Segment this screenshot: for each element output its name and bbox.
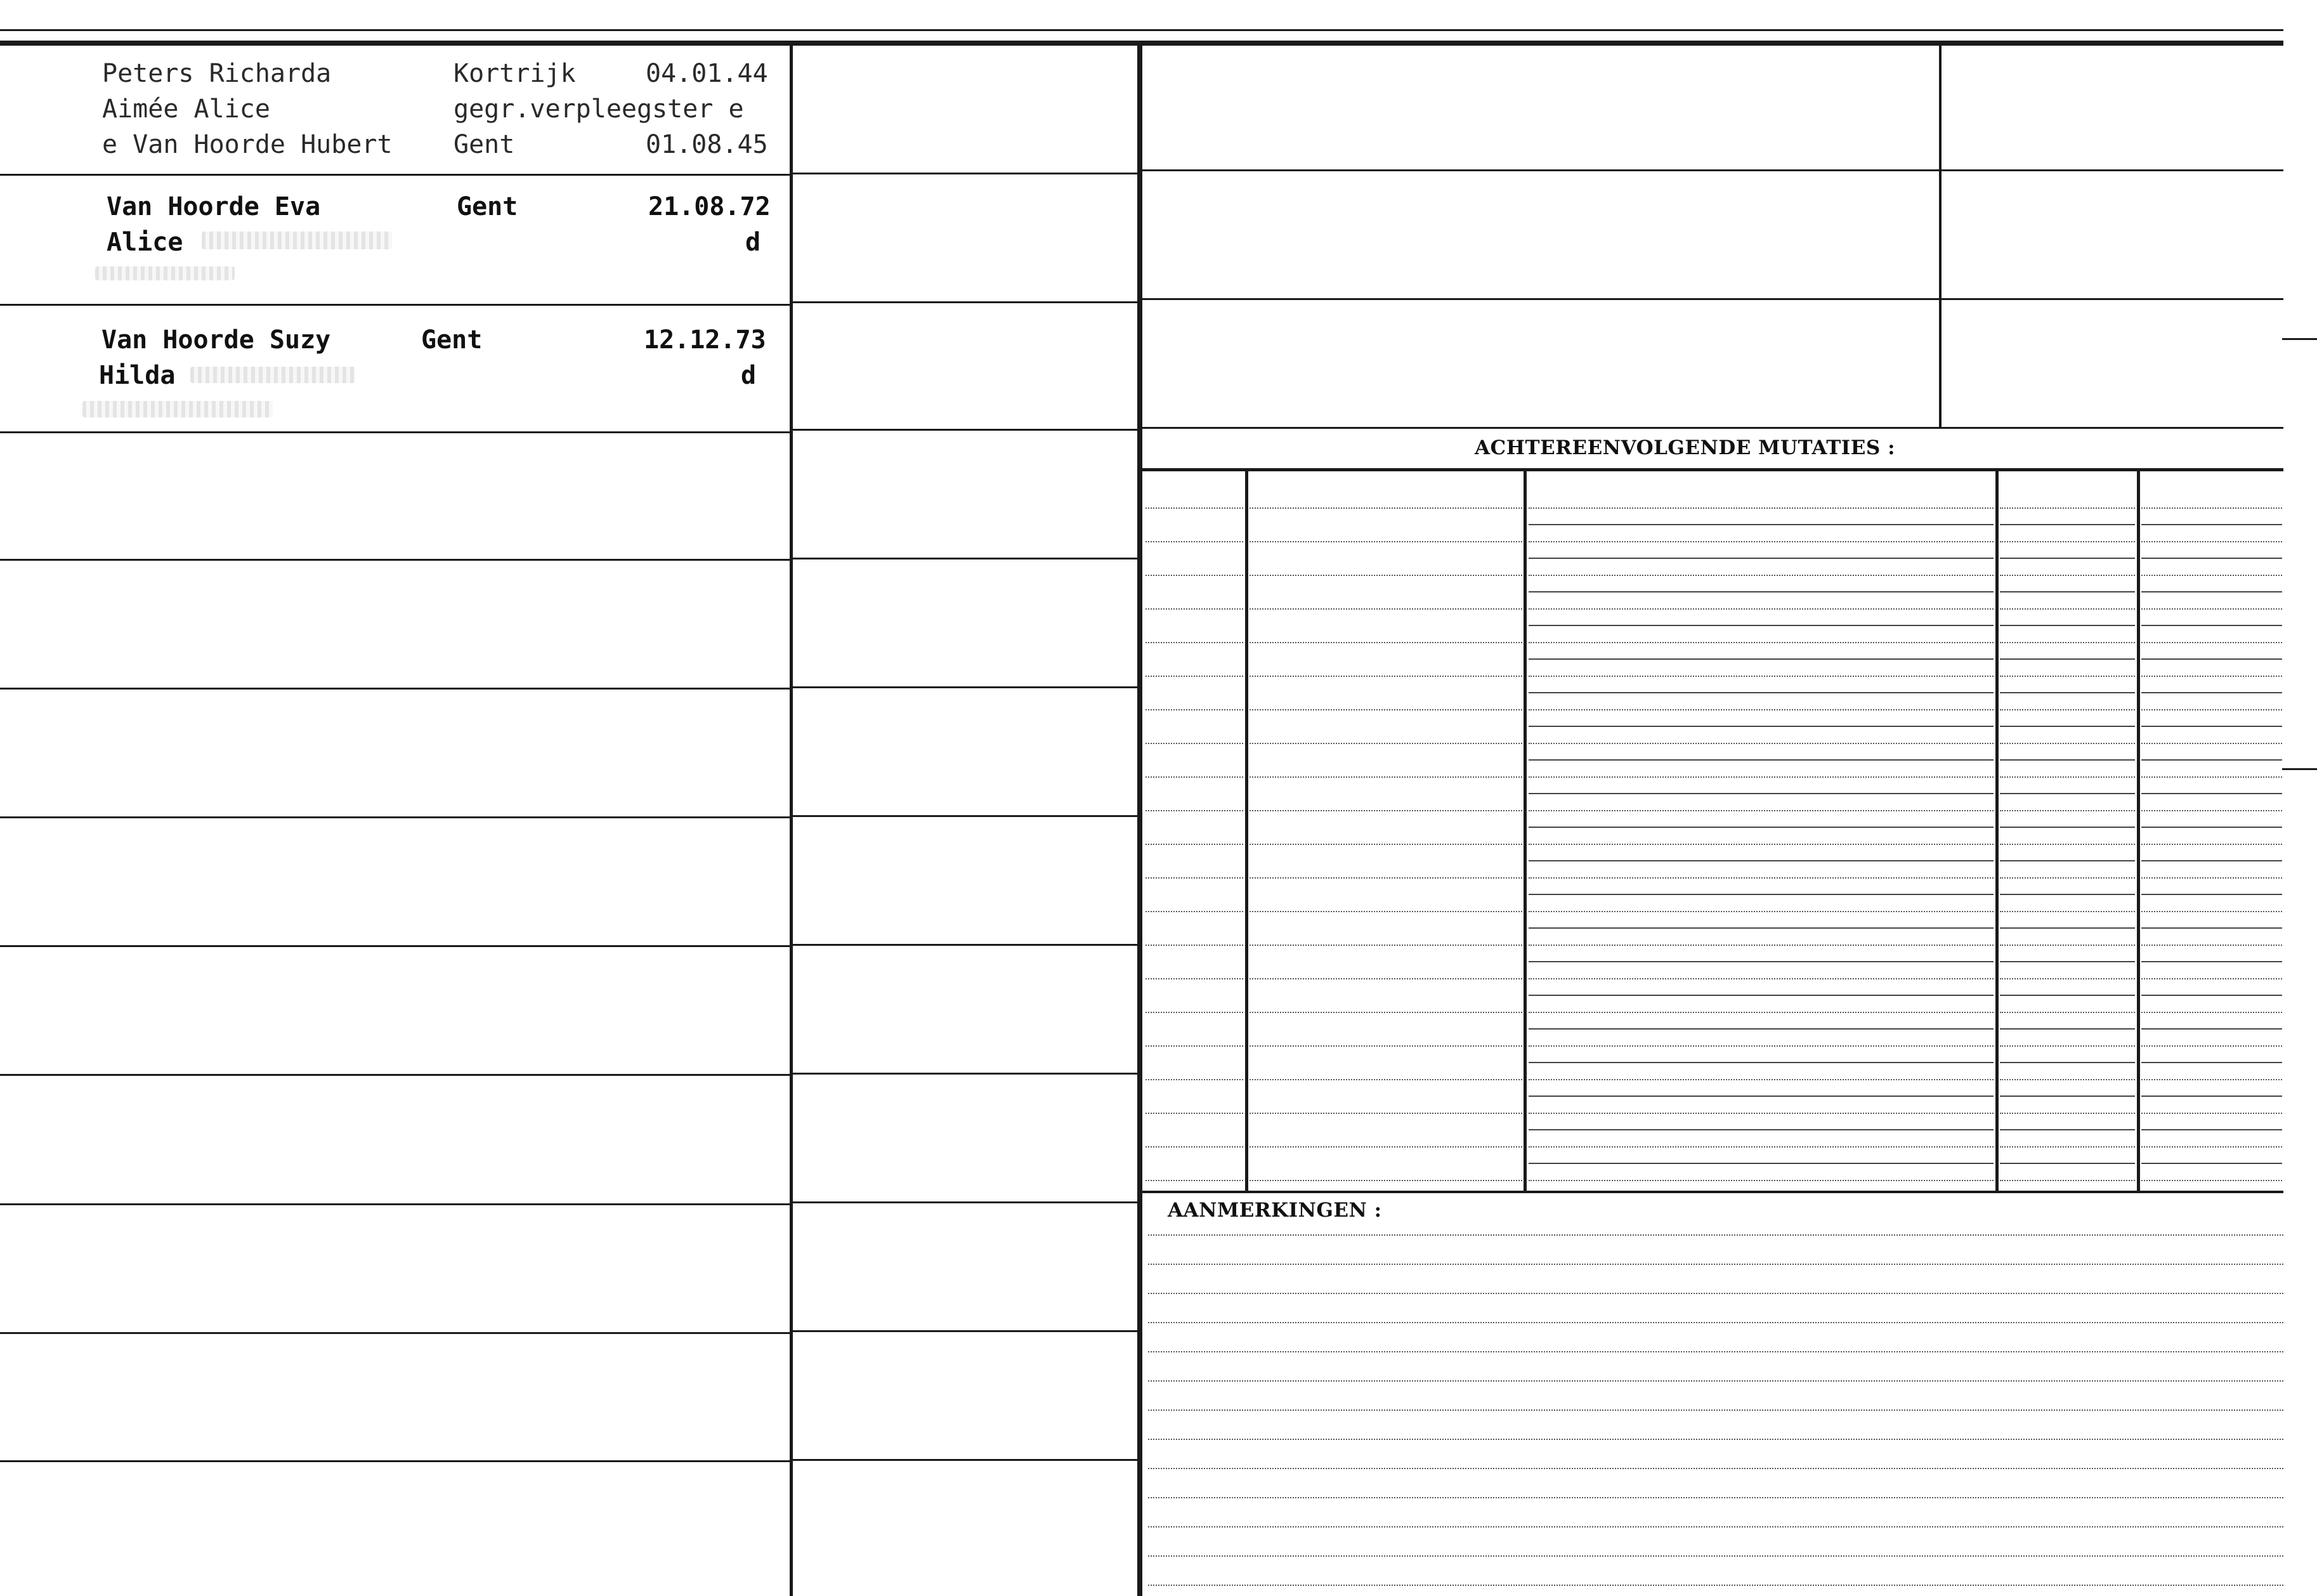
mutation-solid-rule — [2141, 558, 2282, 559]
mutation-rule-line — [2141, 541, 2282, 542]
row-line — [0, 431, 792, 433]
mutation-solid-rule — [2000, 625, 2135, 626]
mutation-solid-rule — [2000, 793, 2135, 794]
mutation-solid-rule — [1529, 558, 1994, 559]
mutation-rule-line — [1145, 810, 1243, 811]
mutation-rule-line — [1145, 541, 1243, 542]
mid-row-line — [793, 1201, 1137, 1203]
entry-1-place-line-2: gegr.verpleegster e — [454, 95, 744, 124]
mutation-solid-rule — [2141, 625, 2282, 626]
mutation-rule-line — [2000, 1146, 2135, 1148]
entry-3-date-line-2: d — [741, 361, 757, 390]
mutation-solid-rule — [2000, 1028, 2135, 1030]
entry-1-place-line-3: Gent — [454, 130, 515, 159]
mid-row-line — [793, 558, 1137, 559]
mutation-rule-line — [2000, 1180, 2135, 1181]
mutation-rule-line — [2141, 642, 2282, 643]
mutation-rule-line — [2000, 709, 2135, 710]
mutation-rule-line — [1250, 911, 1522, 912]
mutation-solid-rule — [1529, 658, 1994, 660]
row-line — [0, 174, 792, 176]
mutation-rule-line — [2141, 877, 2282, 879]
mutation-rule-line — [1529, 1113, 1994, 1114]
mutation-solid-rule — [2141, 793, 2282, 794]
remark-rule-line — [1148, 1526, 2283, 1527]
mutation-solid-rule — [2000, 524, 2135, 525]
mutation-solid-rule — [2000, 658, 2135, 660]
remark-rule-line — [1148, 1322, 2283, 1323]
mutation-solid-rule — [2141, 1028, 2282, 1030]
mutation-rule-line — [1529, 776, 1994, 778]
mutation-rule-line — [2000, 776, 2135, 778]
remark-rule-line — [1148, 1234, 2283, 1236]
mutation-rule-line — [2141, 945, 2282, 946]
mutation-rule-line — [1529, 1045, 1994, 1047]
mutation-solid-rule — [1529, 1096, 1994, 1097]
mutation-solid-rule — [1529, 927, 1994, 929]
mutation-rule-line — [2000, 507, 2135, 509]
remark-rule-line — [1148, 1293, 2283, 1294]
mutations-col-4 — [2137, 471, 2140, 1192]
entry-3-name-line-2: Hilda — [99, 361, 176, 390]
mutation-rule-line — [2000, 978, 2135, 979]
mutation-rule-line — [2000, 608, 2135, 610]
mutation-rule-line — [2141, 1079, 2282, 1080]
entry-2-name-line-1: Van Hoorde Eva — [107, 192, 321, 221]
edge-tick — [2282, 768, 2317, 770]
mutation-solid-rule — [2141, 995, 2282, 996]
mutation-rule-line — [1529, 911, 1994, 912]
mutation-rule-line — [1250, 1113, 1522, 1114]
erased-text-smudge — [190, 367, 355, 383]
mutation-solid-rule — [2000, 827, 2135, 828]
mutation-rule-line — [1529, 1079, 1994, 1080]
mid-column-divider — [1137, 42, 1142, 1596]
mutation-rule-line — [2000, 1079, 2135, 1080]
mutation-rule-line — [1145, 911, 1243, 912]
mutation-rule-line — [1145, 1180, 1243, 1181]
mutation-rule-line — [1250, 1180, 1522, 1181]
mutation-rule-line — [1145, 1079, 1243, 1080]
mutation-solid-rule — [2141, 759, 2282, 761]
row-line — [0, 1074, 792, 1076]
mutation-rule-line — [2000, 575, 2135, 576]
mutation-rule-line — [1145, 743, 1243, 744]
mutation-solid-rule — [1529, 961, 1994, 962]
upper-right-row-line — [1142, 298, 2283, 300]
mutation-rule-line — [2141, 911, 2282, 912]
mutation-rule-line — [1145, 1113, 1243, 1114]
mutation-solid-rule — [1529, 1028, 1994, 1030]
mutation-rule-line — [2141, 608, 2282, 610]
mutation-rule-line — [2000, 877, 2135, 879]
mutation-rule-line — [1145, 642, 1243, 643]
mid-row-line — [793, 686, 1137, 688]
erased-text-smudge — [82, 401, 273, 417]
left-column-divider — [790, 42, 793, 1596]
mutation-rule-line — [2141, 776, 2282, 778]
mutation-rule-line — [1145, 945, 1243, 946]
mutation-solid-rule — [2000, 961, 2135, 962]
mutation-rule-line — [1250, 608, 1522, 610]
mutation-solid-rule — [2141, 894, 2282, 895]
mutation-solid-rule — [2141, 524, 2282, 525]
mutation-rule-line — [1250, 743, 1522, 744]
mutation-rule-line — [1250, 709, 1522, 710]
mutation-rule-line — [2000, 810, 2135, 811]
remark-rule-line — [1148, 1497, 2283, 1498]
mutation-rule-line — [1529, 575, 1994, 576]
entry-1-date-line-1: 04.01.44 — [646, 59, 768, 88]
mutation-solid-rule — [1529, 894, 1994, 895]
mutation-rule-line — [1250, 1012, 1522, 1013]
entry-1-name-line-3: e Van Hoorde Hubert — [102, 130, 393, 159]
row-line — [0, 304, 792, 306]
mutation-rule-line — [1250, 642, 1522, 643]
mutation-solid-rule — [2000, 1096, 2135, 1097]
mutation-solid-rule — [2000, 759, 2135, 761]
remark-rule-line — [1148, 1468, 2283, 1469]
mutation-rule-line — [2000, 1012, 2135, 1013]
mutation-solid-rule — [2141, 1096, 2282, 1097]
mutation-solid-rule — [2141, 961, 2282, 962]
mutation-solid-rule — [2141, 726, 2282, 727]
entry-3-place-line-1: Gent — [421, 325, 483, 355]
mutation-solid-rule — [1529, 1163, 1994, 1164]
mutation-solid-rule — [2000, 1129, 2135, 1130]
erased-text-smudge — [95, 266, 235, 280]
mutation-solid-rule — [2141, 692, 2282, 693]
mutation-rule-line — [1250, 978, 1522, 979]
mutation-rule-line — [2000, 541, 2135, 542]
mutation-rule-line — [1145, 676, 1243, 677]
mutation-rule-line — [1529, 810, 1994, 811]
entry-2-name-line-2: Alice — [107, 228, 183, 257]
mutation-solid-rule — [1529, 759, 1994, 761]
row-line — [0, 1332, 792, 1334]
remark-rule-line — [1148, 1555, 2283, 1557]
mutation-rule-line — [1529, 844, 1994, 845]
mutation-rule-line — [1529, 608, 1994, 610]
row-line — [0, 945, 792, 947]
mutation-rule-line — [2141, 676, 2282, 677]
mutation-solid-rule — [2141, 1129, 2282, 1130]
mutation-solid-rule — [1529, 860, 1994, 861]
mutation-rule-line — [1145, 1146, 1243, 1148]
mutation-rule-line — [2141, 507, 2282, 509]
mutation-solid-rule — [2141, 591, 2282, 592]
mutation-rule-line — [2141, 1146, 2282, 1148]
mutation-solid-rule — [2141, 860, 2282, 861]
mutation-rule-line — [2141, 1045, 2282, 1047]
mutation-solid-rule — [1529, 524, 1994, 525]
mutation-solid-rule — [2000, 1062, 2135, 1063]
mutations-col-1 — [1245, 471, 1248, 1192]
remark-rule-line — [1148, 1264, 2283, 1265]
upper-right-row-line — [1142, 427, 2283, 429]
entry-1-place-line-1: Kortrijk — [454, 59, 576, 88]
mutation-solid-rule — [2141, 927, 2282, 929]
mutation-rule-line — [1529, 642, 1994, 643]
entry-3-name-line-1: Van Hoorde Suzy — [101, 325, 331, 355]
upper-right-row-line — [1142, 169, 2283, 171]
entry-1-name-line-1: Peters Richarda — [102, 59, 332, 88]
mutation-solid-rule — [1529, 1062, 1994, 1063]
mutation-solid-rule — [2000, 894, 2135, 895]
mutation-rule-line — [1529, 978, 1994, 979]
mutation-rule-line — [2000, 945, 2135, 946]
mutation-rule-line — [1250, 1079, 1522, 1080]
mutation-solid-rule — [2141, 827, 2282, 828]
entry-2-date-line-2: d — [745, 228, 761, 257]
erased-text-smudge — [202, 232, 392, 249]
mid-row-line — [793, 429, 1137, 431]
mutation-rule-line — [2000, 1045, 2135, 1047]
mutation-rule-line — [2141, 1012, 2282, 1013]
entry-1-name-line-2: Aimée Alice — [102, 95, 270, 124]
mutation-rule-line — [1145, 1012, 1243, 1013]
mutation-solid-rule — [1529, 625, 1994, 626]
mid-row-line — [793, 1330, 1137, 1332]
mutation-solid-rule — [1529, 793, 1994, 794]
mutation-rule-line — [1250, 1045, 1522, 1047]
remark-rule-line — [1148, 1585, 2283, 1586]
mutation-rule-line — [1145, 1045, 1243, 1047]
mutation-rule-line — [2000, 911, 2135, 912]
mutation-rule-line — [1529, 709, 1994, 710]
mutation-solid-rule — [2000, 1163, 2135, 1164]
mutations-col-2 — [1524, 471, 1527, 1192]
mutation-rule-line — [1250, 877, 1522, 879]
mutation-rule-line — [2000, 676, 2135, 677]
mutation-rule-line — [1529, 1012, 1994, 1013]
mutation-rule-line — [2000, 1113, 2135, 1114]
mutation-rule-line — [2000, 743, 2135, 744]
entry-2-date-line-1: 21.08.72 — [648, 192, 771, 221]
row-line — [0, 816, 792, 818]
mutation-rule-line — [1145, 844, 1243, 845]
mutation-rule-line — [1529, 1180, 1994, 1181]
remark-rule-line — [1148, 1439, 2283, 1440]
mid-row-line — [793, 301, 1137, 303]
mutation-rule-line — [1145, 575, 1243, 576]
mutation-rule-line — [1250, 844, 1522, 845]
mutation-rule-line — [2141, 1113, 2282, 1114]
mid-row-line — [793, 1459, 1137, 1461]
mutation-rule-line — [1145, 776, 1243, 778]
mutation-solid-rule — [1529, 692, 1994, 693]
mid-row-line — [793, 1073, 1137, 1075]
top-thin-border — [0, 29, 2283, 31]
entry-1-date-line-3: 01.08.45 — [646, 130, 768, 159]
mutation-solid-rule — [2000, 558, 2135, 559]
mutation-solid-rule — [2141, 1062, 2282, 1063]
mutation-solid-rule — [2141, 1163, 2282, 1164]
remark-rule-line — [1148, 1380, 2283, 1382]
mid-row-line — [793, 815, 1137, 817]
mutation-rule-line — [1250, 810, 1522, 811]
mid-row-line — [793, 944, 1137, 946]
mutation-rule-line — [1145, 507, 1243, 509]
mutation-rule-line — [2141, 810, 2282, 811]
mutation-rule-line — [1145, 709, 1243, 710]
mutation-solid-rule — [1529, 995, 1994, 996]
upper-right-divider — [1939, 42, 1942, 428]
mutation-rule-line — [1145, 877, 1243, 879]
mutation-rule-line — [2141, 978, 2282, 979]
row-line — [0, 559, 792, 561]
mutation-rule-line — [1250, 541, 1522, 542]
mutation-rule-line — [2141, 709, 2282, 710]
mutations-header-line — [1142, 468, 2283, 471]
mutation-solid-rule — [2000, 927, 2135, 929]
mutations-title: ACHTEREENVOLGENDE MUTATIES : — [1475, 436, 1896, 459]
remarks-title: AANMERKINGEN : — [1168, 1199, 1382, 1222]
mutation-rule-line — [1529, 541, 1994, 542]
mutation-rule-line — [2141, 1180, 2282, 1181]
edge-tick — [2282, 338, 2317, 340]
mutation-rule-line — [2141, 575, 2282, 576]
mutation-rule-line — [1529, 1146, 1994, 1148]
row-line — [0, 1460, 792, 1462]
mutation-solid-rule — [1529, 726, 1994, 727]
mutation-rule-line — [1529, 743, 1994, 744]
mutation-solid-rule — [1529, 591, 1994, 592]
remark-rule-line — [1148, 1351, 2283, 1352]
mutation-solid-rule — [2000, 726, 2135, 727]
mutation-rule-line — [1250, 676, 1522, 677]
mutation-rule-line — [1529, 676, 1994, 677]
row-line — [0, 1203, 792, 1205]
mutation-rule-line — [1529, 945, 1994, 946]
mutation-solid-rule — [2000, 995, 2135, 996]
mutations-bottom-line — [1142, 1191, 2283, 1193]
remark-rule-line — [1148, 1410, 2283, 1411]
mid-row-line — [793, 173, 1137, 174]
mutation-rule-line — [2141, 844, 2282, 845]
mutation-solid-rule — [2000, 591, 2135, 592]
mutation-rule-line — [1250, 945, 1522, 946]
mutation-solid-rule — [2000, 692, 2135, 693]
mutation-rule-line — [1145, 978, 1243, 979]
mutation-rule-line — [2141, 743, 2282, 744]
mutation-rule-line — [1529, 507, 1994, 509]
mutation-solid-rule — [2000, 860, 2135, 861]
mutation-rule-line — [1145, 608, 1243, 610]
mutation-rule-line — [1250, 507, 1522, 509]
mutation-rule-line — [1529, 877, 1994, 879]
row-line — [0, 688, 792, 690]
mutation-solid-rule — [2141, 658, 2282, 660]
mutations-col-3 — [1995, 471, 1999, 1192]
mutation-rule-line — [1250, 776, 1522, 778]
mutation-rule-line — [2000, 642, 2135, 643]
mutation-solid-rule — [1529, 1129, 1994, 1130]
mutation-rule-line — [2000, 844, 2135, 845]
entry-3-date-line-1: 12.12.73 — [644, 325, 766, 355]
mutation-rule-line — [1250, 1146, 1522, 1148]
entry-2-place-line-1: Gent — [457, 192, 518, 221]
mutation-solid-rule — [1529, 827, 1994, 828]
mutation-rule-line — [1250, 575, 1522, 576]
